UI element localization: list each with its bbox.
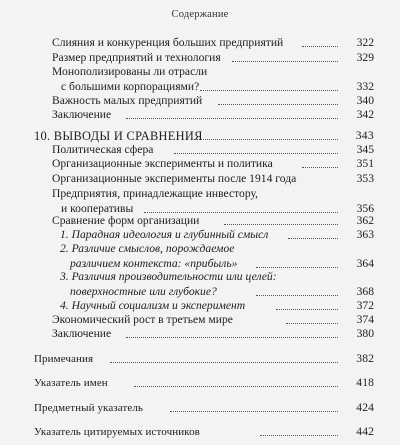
entry-title: Предметный указатель: [34, 402, 144, 414]
toc-chapter-entry: [34, 129, 372, 144]
dot-leader: [200, 80, 338, 91]
dot-leader: [134, 376, 338, 387]
entry-title-continued: с большими корпорациями?: [61, 80, 200, 93]
entry-title-continued: различием контекста: «прибыль»: [70, 257, 238, 270]
toc-entry: [52, 187, 372, 217]
entry-title: Организационные эксперименты после 1914 года: [52, 172, 297, 185]
page-number: 382: [356, 352, 374, 365]
toc-backmatter-entry: [34, 352, 372, 367]
dot-leader: [286, 313, 338, 324]
dot-leader: [218, 94, 338, 105]
toc-entry: [52, 313, 372, 328]
toc-entry: [52, 36, 372, 51]
dot-leader: [256, 257, 338, 268]
chapter-title: 10. ВЫВОДЫ И СРАВНЕНИЯ: [34, 129, 203, 143]
dot-leader: [260, 425, 338, 436]
toc-entry: [52, 51, 372, 66]
entry-title: Политическая сфера: [52, 143, 154, 156]
page-number: 329: [356, 51, 374, 64]
dot-leader: [170, 401, 338, 412]
page-number: 351: [356, 157, 374, 170]
entry-title-continued: и кооперативы: [61, 202, 134, 215]
page-number: 353: [356, 172, 374, 185]
dot-leader: [288, 228, 338, 239]
page-number: 356: [356, 202, 374, 215]
toc-entry: [52, 172, 372, 187]
entry-title: Заключение: [52, 108, 112, 121]
entry-title: Важность малых предприятий: [52, 94, 203, 107]
toc-entry: [52, 65, 372, 95]
entry-title: Указатель цитируемых источников: [34, 426, 200, 438]
dot-leader: [126, 327, 338, 338]
entry-title: 3. Различия производительности или целей:: [60, 270, 277, 283]
dot-leader: [302, 157, 338, 168]
page-number: 442: [356, 425, 374, 438]
dot-leader: [110, 352, 338, 363]
page-number: 322: [356, 36, 374, 49]
dot-leader: [302, 36, 338, 47]
entry-title: Указатель имен: [34, 377, 108, 389]
toc-subentry: [60, 228, 372, 243]
page-number: 343: [355, 129, 374, 142]
entry-title: 1. Парадная идеология и глубинный смысл: [60, 228, 269, 241]
toc-backmatter-entry: [34, 376, 372, 391]
page-number: 368: [356, 285, 374, 298]
dot-leader: [276, 299, 338, 310]
page-number: 380: [356, 327, 374, 340]
toc-entry: [52, 143, 372, 158]
entry-title: Размер предприятий и технология: [52, 51, 221, 64]
entry-title: Примечания: [34, 353, 94, 365]
running-header: Содержание: [171, 9, 229, 20]
entry-title: Монополизированы ли отрасли: [52, 65, 208, 78]
toc-entry: [52, 214, 372, 229]
page-number: 342: [356, 108, 374, 121]
page-number: 418: [356, 376, 374, 389]
toc-entry: [52, 327, 372, 342]
entry-title: Заключение: [52, 327, 112, 340]
entry-title: Предприятия, принадлежащие инвестору,: [52, 187, 259, 200]
toc-entry: [52, 94, 372, 109]
dot-leader: [232, 51, 338, 62]
toc-entry: [52, 108, 372, 123]
dot-leader: [256, 285, 338, 296]
page-number: 362: [356, 214, 374, 227]
page-number: 424: [356, 401, 374, 414]
entry-title: 4. Научный социализм и эксперимент: [60, 299, 246, 312]
toc-subentry: [60, 242, 372, 272]
page-number: 374: [356, 313, 374, 326]
page-number: 332: [356, 80, 374, 93]
toc-backmatter-entry: [34, 425, 372, 440]
entry-title: Слияния и конкуренция больших предприятий: [52, 36, 284, 49]
entry-title: Организационные эксперименты и политика: [52, 157, 273, 170]
entry-title: Сравнение форм организации: [52, 214, 200, 227]
toc-subentry: [60, 299, 372, 314]
page-number: 340: [356, 94, 374, 107]
entry-title: Экономический рост в третьем мире: [52, 313, 233, 326]
dot-leader: [144, 202, 338, 213]
dot-leader: [126, 108, 338, 119]
toc-entry: [52, 157, 372, 172]
page-number: 364: [356, 257, 374, 270]
page-number: 372: [356, 299, 374, 312]
dot-leader: [194, 129, 338, 140]
page-number: 345: [356, 143, 374, 156]
toc-subentry: [60, 270, 372, 300]
dot-leader: [224, 214, 338, 225]
toc-backmatter-entry: [34, 401, 372, 416]
dot-leader: [174, 143, 338, 154]
entry-title: 2. Различие смыслов, порождаемое: [60, 242, 235, 255]
page-number: 363: [356, 228, 374, 241]
entry-title-continued: поверхностные или глубокие?: [70, 285, 217, 298]
